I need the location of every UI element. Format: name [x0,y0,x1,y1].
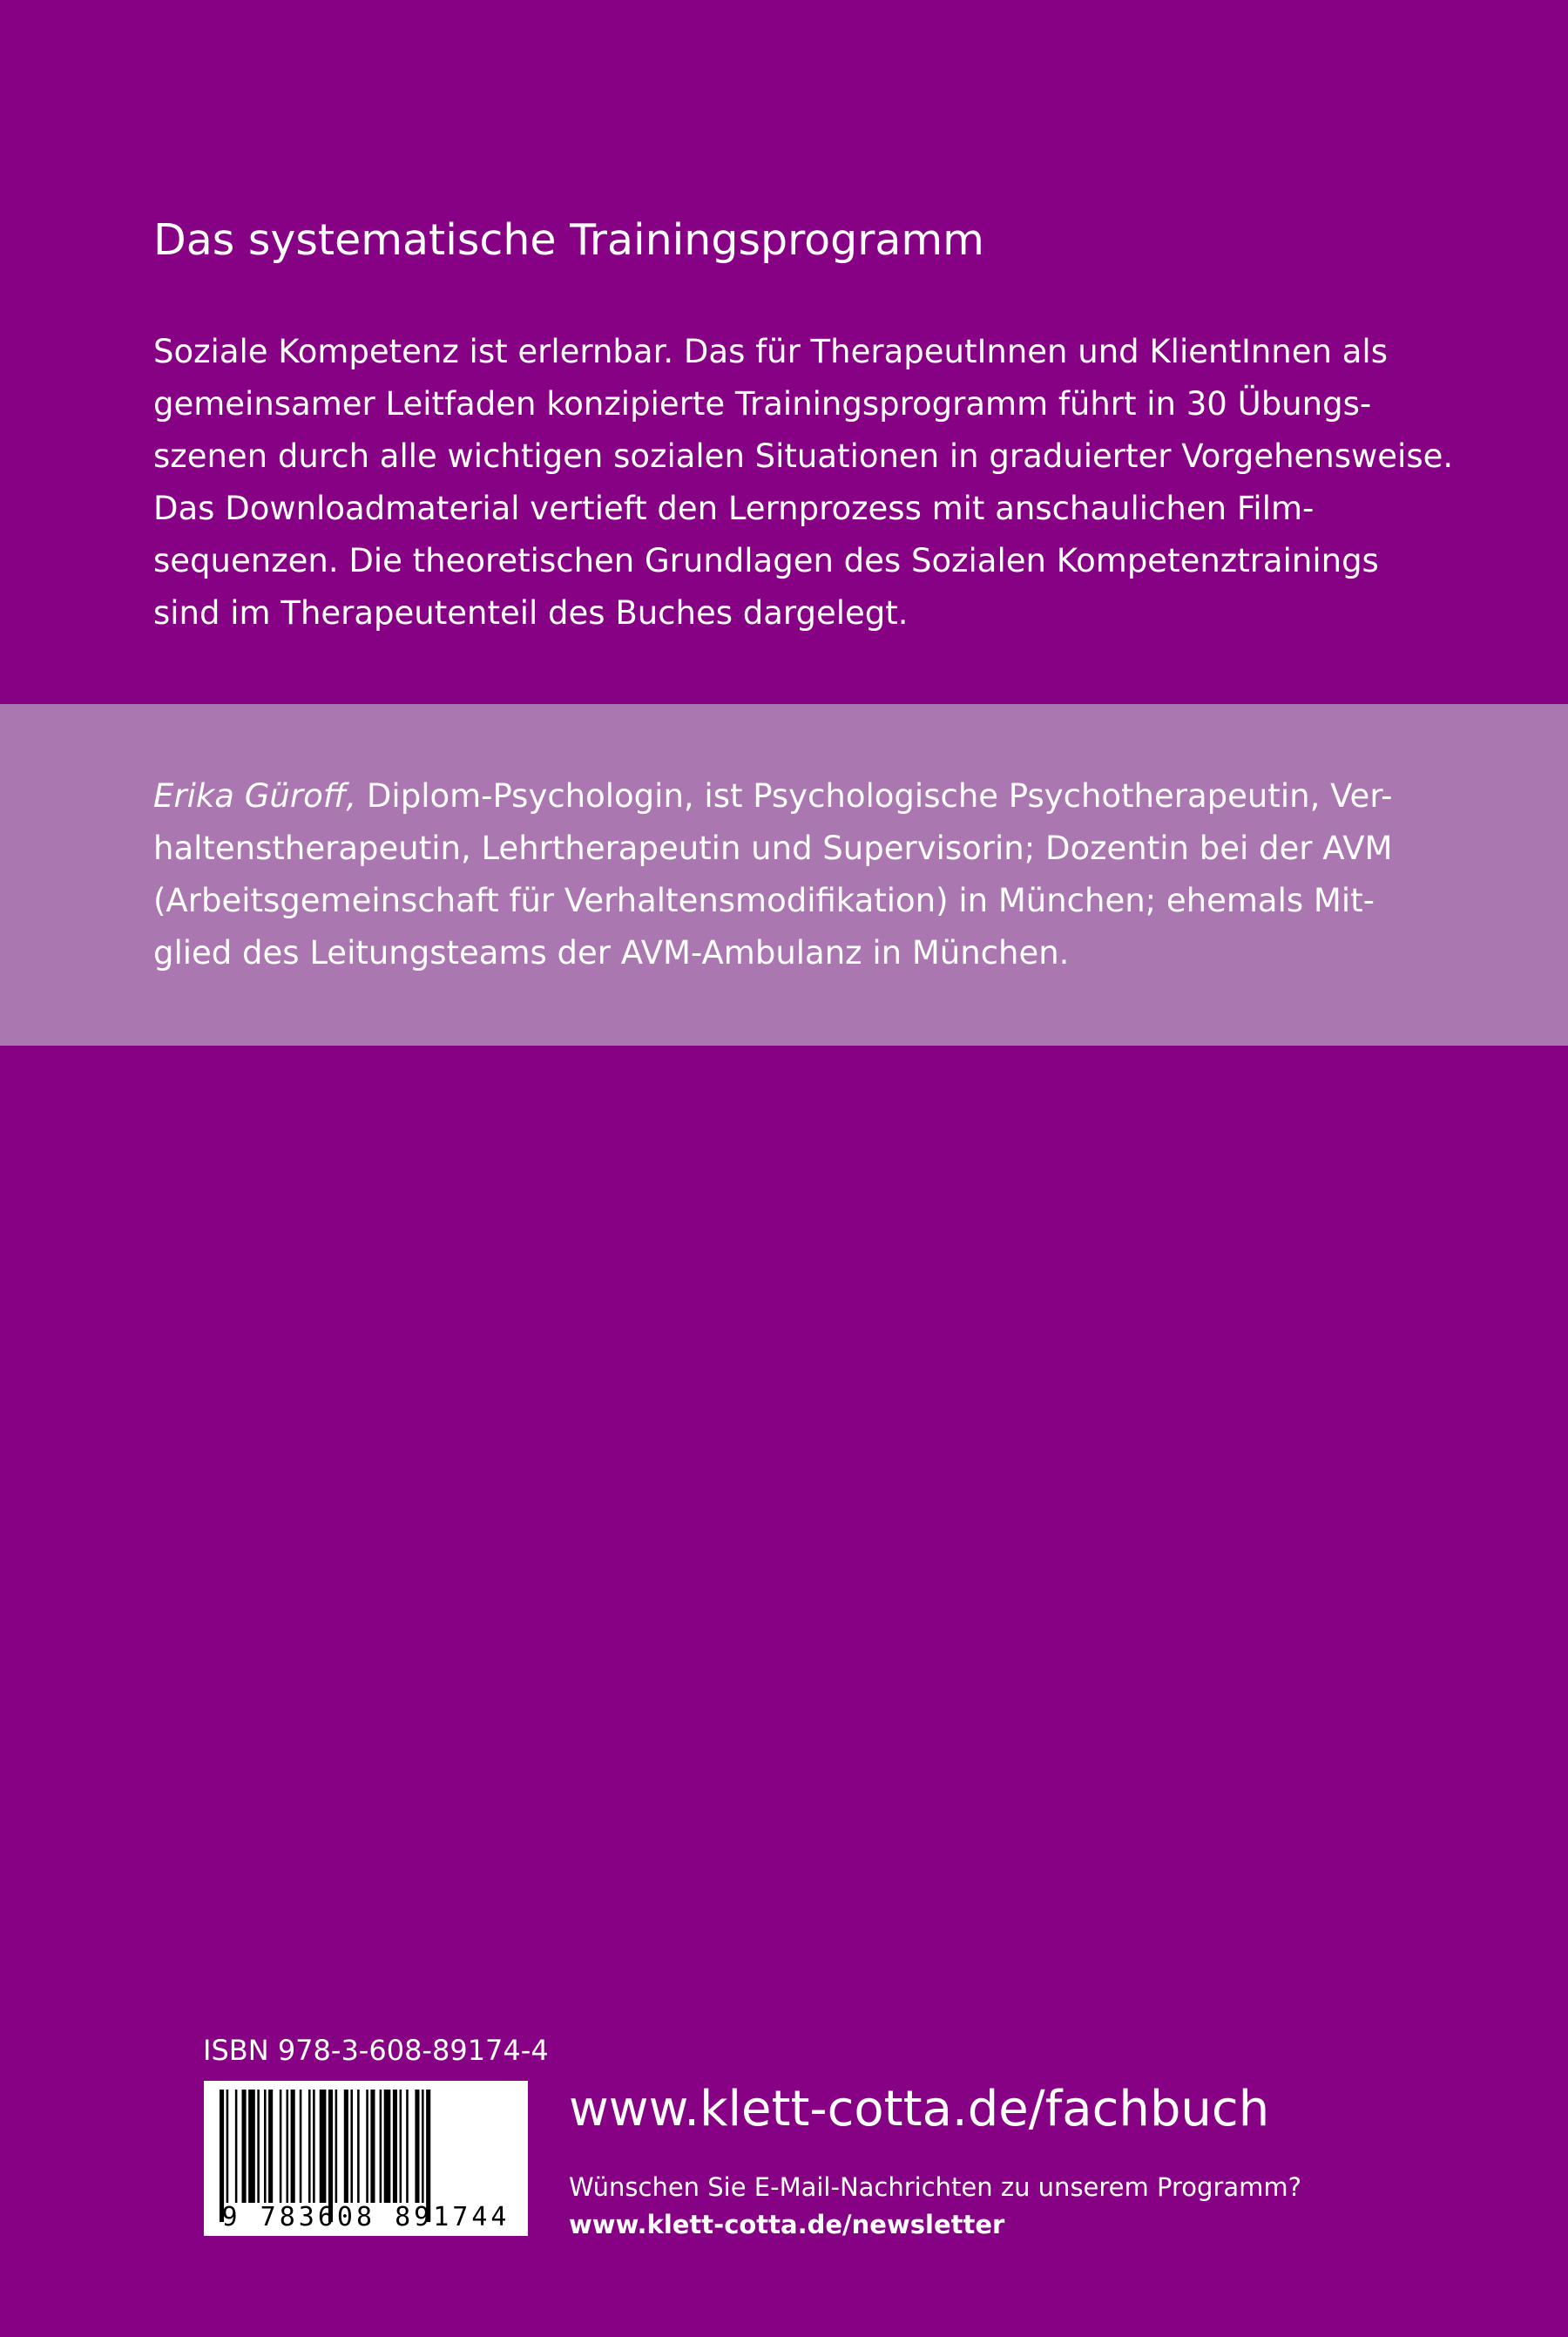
description-line: szenen durch alle wichtigen sozialen Situationen in graduierter Vorgehensweise. [153,437,1454,475]
barcode-digits: 9 783608 891744 [221,2202,510,2232]
author-bio-line: haltenstherapeutin, Lehrtherapeutin und Supervisorin; Dozentin bei der AVM [153,830,1393,867]
author-bio-line: (Arbeitsgemeinschaft für Verhaltensmodifikation) in München; ehemals Mit- [153,882,1375,919]
description-line: Soziale Kompetenz ist erlernbar. Das für TherapeutInnen und KlientInnen als [153,333,1388,370]
author-bio-first-line [153,770,1408,823]
author-bio [153,770,1408,979]
description-line: gemeinsamer Leitfaden konzipierte Trainingsprogramm führt in 30 Übungs- [153,385,1372,423]
author-name: Erika Güroff, [153,777,357,815]
newsletter-question: Wünschen Sie E-Mail-Nachrichten zu unserem Programm? [569,2172,1301,2202]
author-bio-intro: Diplom-Psychologin, ist Psychologische Psychotherapeutin, Ver- [356,777,1393,815]
description-line: Das Downloadmaterial vertieft den Lernprozess mit anschaulichen Film- [153,490,1315,527]
description-line: sequenzen. Die theoretischen Grundlagen des Sozialen Kompetenztrainings [153,542,1379,579]
description-line: sind im Therapeutenteil des Buches dargelegt. [153,594,909,632]
cover-title: Das systematische Trainingsprogramm [153,215,984,265]
isbn-barcode [204,2081,528,2236]
isbn-label: ISBN 978-3-608-89174-4 [203,2034,549,2067]
author-bio-line: glied des Leitungsteams der AVM-Ambulanz in München. [153,934,1070,972]
website-link[interactable]: www.klett-cotta.de/fachbuch [569,2081,1270,2137]
newsletter-link[interactable]: www.klett-cotta.de/newsletter [569,2210,1005,2239]
description-text [153,326,1454,640]
